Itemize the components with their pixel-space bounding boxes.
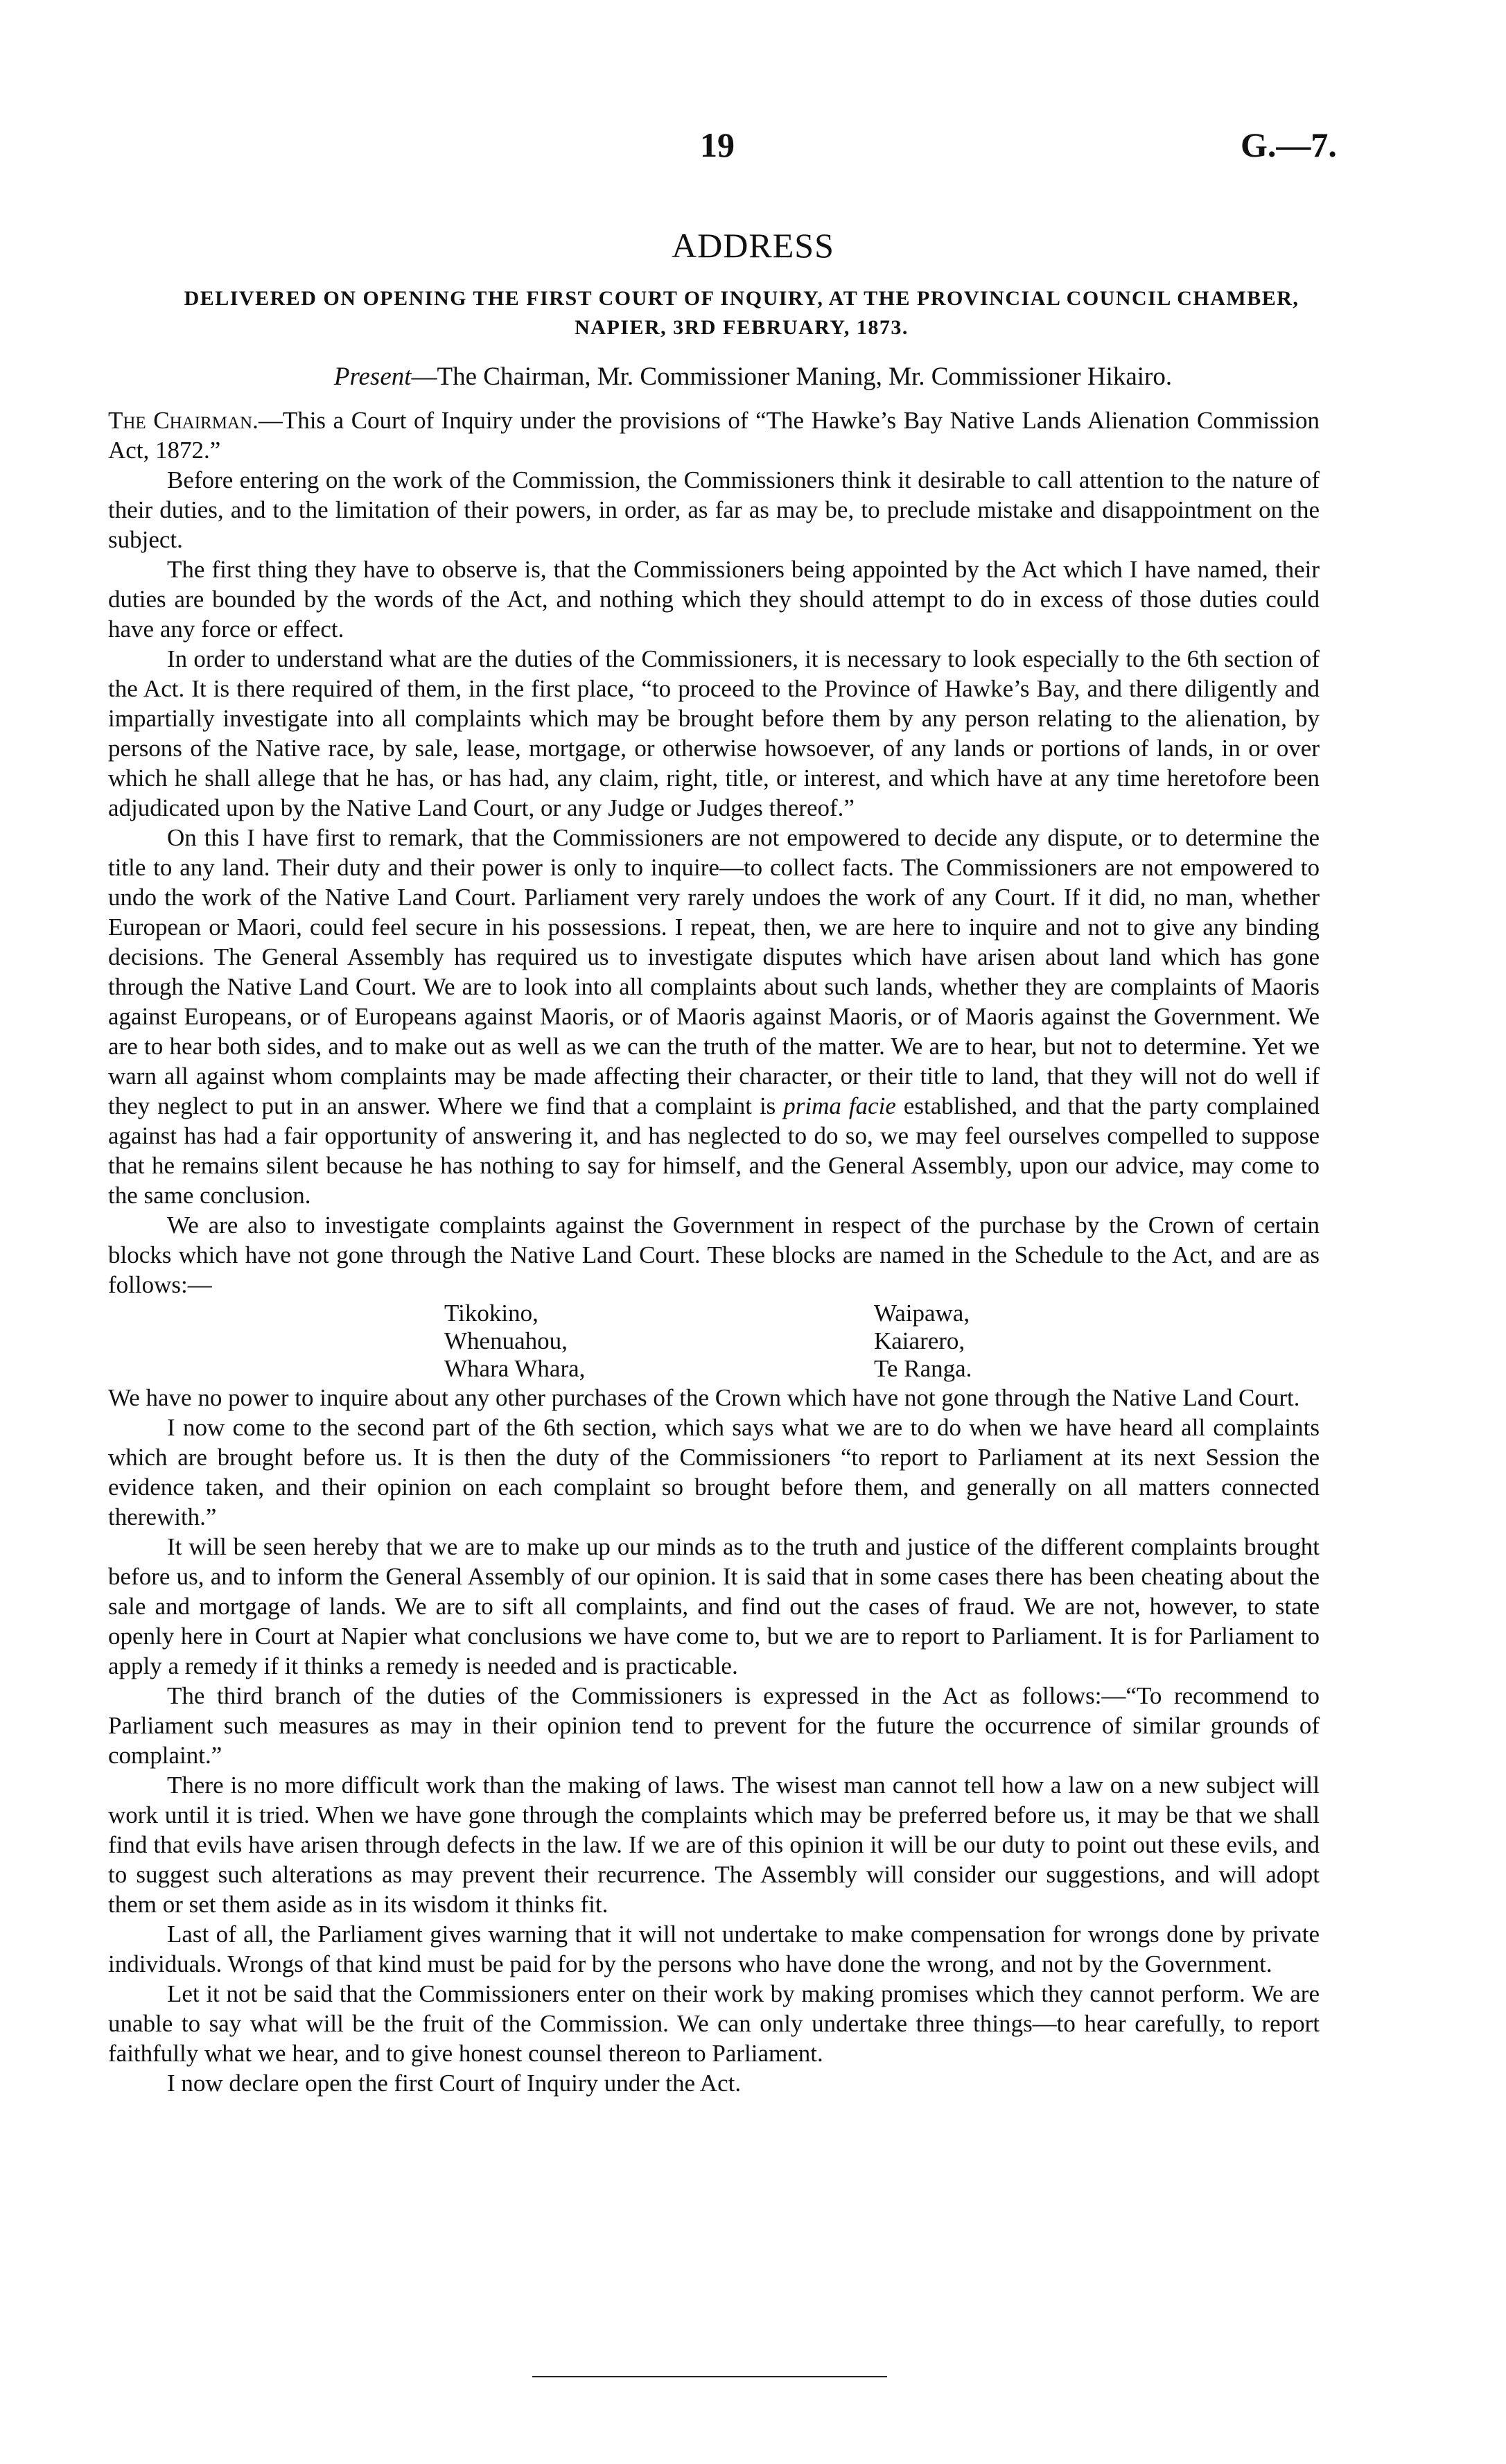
speaker-label: The Chairman. [108, 407, 259, 434]
paragraph: Let it not be said that the Commissioners enter on their work by making promises which they cannot perform. We are unable to say what will be the fruit of the Commission. We can only undertake three things—to hear carefully, to report faithfully what we hear, and to give honest counsel thereon to Parliament. [108, 1980, 1320, 2067]
paragraph: We have no power to inquire about any other purchases of the Crown which have not gone through the Native Land Court. [108, 1384, 1300, 1411]
present-text: —The Chairman, Mr. Commissioner Maning, Mr. Commissioner Hikairo. [411, 362, 1173, 391]
paragraph: On this I have first to remark, that the Commissioners are not empowered to decide any dispute, or to determine the title to any land. Their duty and their power is only to inquire—to collect facts. The Commissioners are not empowered to undo the work of the Native Land Court. Parliament very rarely undoes the work of any Court. If it did, no man, whether European or Maori, could feel secure in his possessions. I repeat, then, we are here to inquire and not to give any binding decisions. The General Assembly has required us to investigate disputes which have arisen about land which has gone through the Native Land Court. We are to look into all complaints about such lands, whether they are complaints of Maoris against Europeans, or of Europeans against Maoris, or of Maoris against Maoris, or of Maoris against the Government. We are to hear both sides, and to make out as well as we can the truth of the matter. We are to hear, but not to determine. Yet we warn all against whom complaints may be made affecting their character, or their title to land, that they will not do well if they neglect to put in an answer. Where we find that a complaint is prima facie established, and that the party complained against has had a fair opportunity of answering it, and has neglected to do so, we may feel ourselves compelled to suppose that he remains silent because he has nothing to say for himself, and the General Assembly, upon our advice, may come to the same conclusion. [108, 824, 1320, 1209]
paragraph: We are also to investigate complaints against the Government in respect of the purchase by the Crown of certain blocks which have not gone through the Native Land Court. These blocks are named in the Schedule to the Act, and are as follows:— [108, 1212, 1320, 1298]
paragraph: Last of all, the Parliament gives warning that it will not undertake to make compensation for wrongs done by private individuals. Wrongs of that kind must be paid for by the persons who have done the wrong, and not by the Government. [108, 1921, 1320, 1977]
blocks-list [444, 1300, 1320, 1383]
block-name: Whara Whara, [444, 1355, 586, 1382]
paragraph: The first thing they have to observe is, that the Commissioners being appointed by the Act which I have named, their duties are bounded by the words of the Act, and nothing which they should attempt to do in excess of those duties could have any force or effect. [108, 556, 1320, 643]
block-name: Tikokino, [444, 1300, 539, 1327]
present-label: Present [333, 362, 412, 391]
paragraph: I now come to the second part of the 6th section, which says what we are to do when we have heard all complaints which are brought before us. It is then the duty of the Commissioners “to report to Parliament at its next Session the evidence taken, and their opinion on each complaint so brought before them, and generally on all matters connected therewith.” [108, 1414, 1320, 1530]
block-name: Waipawa, [874, 1300, 970, 1327]
paragraph: There is no more difficult work than the making of laws. The wisest man cannot tell how a law on a new subject will work until it is tried. When we have gone through the complaints which may be preferred before us, it may be that we shall find that evils have arisen through defects in the law. If we are of this opinion it will be our duty to point out these evils, and to suggest such alterations as may prevent their recurrence. The Assembly will consider our suggestions, and will adopt them or set them aside as in its wisdom it thinks fit. [108, 1772, 1320, 1918]
document-reference: G.—7. [1241, 125, 1337, 164]
paragraph: The Chairman.—This a Court of Inquiry under the provisions of “The Hawke’s Bay Native Lands Alienation Commission Act, 1872.” [108, 407, 1320, 464]
paragraph: The third branch of the duties of the Commissioners is expressed in the Act as follows:—“To recommend to Parliament such measures as may in their opinion tend to prevent for the future the occurrence of similar grounds of complaint.” [108, 1682, 1320, 1769]
paragraph: It will be seen hereby that we are to make up our minds as to the truth and justice of the different complaints brought before us, and to inform the General Assembly of our opinion. It is said that in some cases there has been cheating about the sale and mortgage of lands. We are to sift all complaints, and find out the cases of fraud. We are not, however, to state openly here in Court at Napier what conclusions we have come to, but we are to report to Parliament. It is for Parliament to apply a remedy if it thinks a remedy is needed and is practicable. [108, 1533, 1320, 1679]
block-name: Whenuahou, [444, 1327, 568, 1354]
page-number: 19 [700, 125, 735, 164]
address-title: ADDRESS [672, 226, 834, 265]
paragraph: In order to understand what are the duties of the Commissioners, it is necessary to look especially to the 6th section of the Act. It is there required of them, in the first place, “to proceed to the Province of Hawke’s Bay, and there diligently and impartially investigate into all complaints which may be brought before them by any person relating to the alienation, by persons of the Native race, by sale, lease, mortgage, or otherwise howsoever, of any lands or portions of lands, in or over which he shall allege that he has, or has had, any claim, right, title, or interest, and which have at any time heretofore been adjudicated upon by the Native Land Court, or any Judge or Judges thereof.” [108, 645, 1320, 821]
paragraph: Before entering on the work of the Commission, the Commissioners think it desirable to call attention to the nature of their duties, and to the limitation of their powers, in order, as far as may be, to preclude mistake and disappointment on the subject. [108, 466, 1320, 553]
block-name: Kaiarero, [874, 1327, 965, 1354]
paragraph: I now declare open the first Court of Inquiry under the Act. [167, 2070, 742, 2097]
end-rule [532, 2376, 887, 2377]
block-name: Te Ranga. [874, 1355, 972, 1382]
address-body [108, 405, 1320, 2098]
italic-phrase: prima facie [783, 1092, 896, 1119]
present-line [0, 362, 1506, 392]
address-subtitle: DELIVERED ON OPENING THE FIRST COURT OF INQUIRY, AT THE PROVINCIAL COUNCIL CHAMBER, NAPIER, 3RD FEBRUARY, 1873. [184, 287, 1299, 339]
